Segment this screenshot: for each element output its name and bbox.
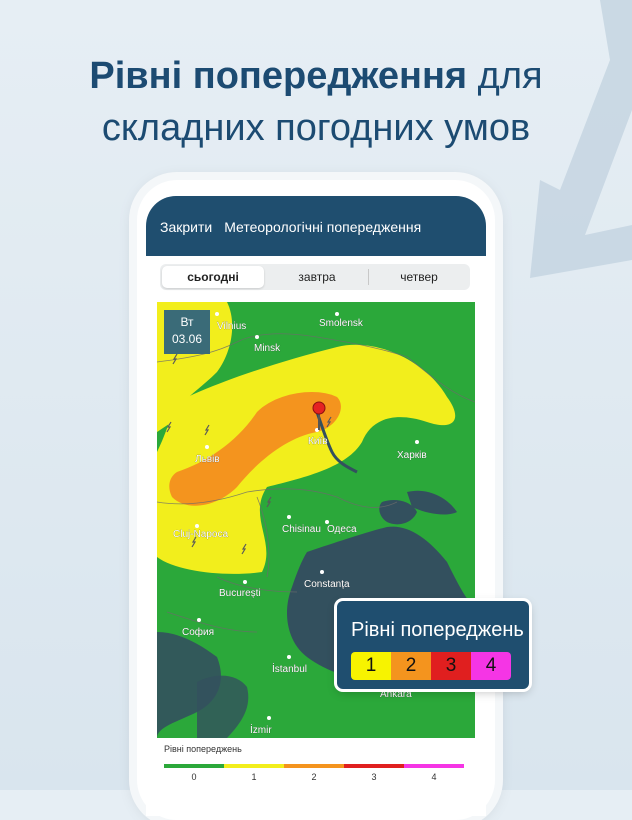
- legend-numbers: [164, 772, 464, 782]
- tab-tomorrow[interactable]: завтра: [298, 270, 336, 284]
- city-istanbul: İstanbul: [272, 664, 308, 675]
- popup-level-4: 4: [471, 652, 511, 680]
- legend-level-1: 1: [251, 772, 257, 782]
- day-tabs: [160, 264, 470, 290]
- legend-level-2: 2: [311, 772, 317, 782]
- city-kyiv: Київ: [308, 436, 328, 447]
- tab-thursday[interactable]: четвер: [368, 264, 470, 290]
- city-bucuresti: București: [219, 588, 261, 599]
- warning-levels-popup: [337, 601, 529, 689]
- legend-color-3: [344, 764, 404, 768]
- phone-screen: [146, 196, 486, 816]
- app-bar: [146, 196, 486, 256]
- city-sofia: София: [182, 627, 215, 638]
- headline-line2: складних погодних умов: [101, 107, 531, 149]
- legend-level-4: 4: [431, 772, 437, 782]
- map-legend: [164, 744, 464, 782]
- city-minsk: Minsk: [254, 343, 281, 354]
- close-button[interactable]: Закрити: [160, 219, 213, 235]
- popup-level-3: 3: [431, 652, 471, 680]
- city-lviv: Львів: [195, 454, 220, 465]
- city-cluj-napoca: Cluj-Napoca: [173, 529, 229, 540]
- city-ankara: Ankara: [380, 689, 412, 700]
- legend-color-0: [164, 764, 224, 768]
- legend-level-3: 3: [371, 772, 377, 782]
- city-odesa: Одеса: [327, 524, 357, 535]
- legend-title: Рівні попереджень: [164, 744, 242, 754]
- headline-suffix: для: [467, 55, 543, 97]
- headline: [0, 50, 632, 154]
- app-title: Метеорологічні попередження: [224, 219, 422, 235]
- city-chisinau: Chisinau: [282, 524, 321, 535]
- city-vilnius: Vilnius: [217, 321, 247, 332]
- date-number: 03.06: [171, 332, 203, 346]
- tab-today[interactable]: сьогодні: [162, 266, 264, 288]
- legend-color-1: [224, 764, 284, 768]
- legend-color-bar: [164, 764, 464, 768]
- popup-level-2: 2: [391, 652, 431, 680]
- city-smolensk: Smolensk: [319, 318, 363, 329]
- date-day: Вт: [180, 315, 194, 329]
- popup-title: Рівні попереджень: [351, 619, 524, 641]
- city-kharkiv: Харків: [397, 450, 427, 461]
- city-constanta: Constanța: [304, 579, 350, 590]
- popup-levels: [351, 652, 511, 680]
- legend-level-0: 0: [191, 772, 197, 782]
- headline-bold: Рівні попередження: [89, 55, 468, 97]
- popup-level-1: 1: [351, 652, 391, 680]
- map-date-badge: [164, 310, 210, 354]
- legend-color-4: [404, 764, 464, 768]
- legend-color-2: [284, 764, 344, 768]
- city-izmir: İzmir: [250, 725, 272, 736]
